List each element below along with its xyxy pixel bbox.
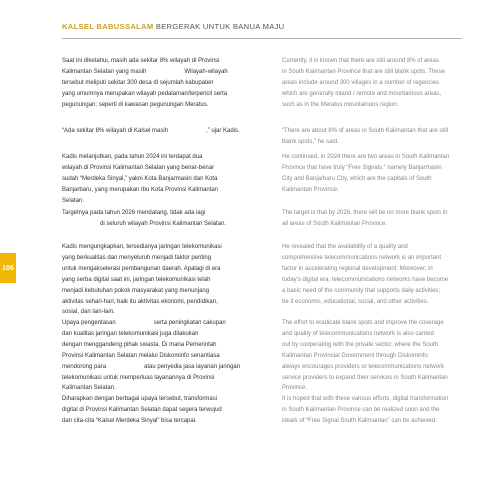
text-fragment: Diharapkan dengan berbagai upaya tersebut, transformasi xyxy=(62,396,218,402)
page-number-tab xyxy=(0,253,16,283)
text-fragment: serta peningkatan cakupan xyxy=(153,320,226,326)
text-fragment: out by cooperating with the private sector, where the South xyxy=(282,341,439,348)
text-line xyxy=(282,152,464,163)
text-line xyxy=(62,56,252,67)
text-line xyxy=(62,394,252,405)
text-line xyxy=(282,56,464,67)
text-fragment: The effort to eradicate blank spots and improve the coverage xyxy=(282,320,444,326)
english-paragraph xyxy=(282,242,464,307)
text-fragment: such as in the Meratus mountainous region. xyxy=(282,101,399,108)
text-fragment: Kadis mengungkapkan, tersedianya jaringan telekomunikasi xyxy=(62,244,222,250)
text-line xyxy=(282,174,464,185)
english-paragraph xyxy=(282,126,464,148)
text-line xyxy=(282,286,464,297)
text-fragment: “There are about 8% of areas in South Kalimantan that are still xyxy=(282,128,449,134)
text-fragment: factor in accelerating regional development. Moreover, in xyxy=(282,265,433,272)
text-fragment: in South Kalimantan Province that are still blank spots. These xyxy=(282,68,445,75)
text-line xyxy=(62,67,252,78)
text-fragment: The target is that by 2026, there will be no more blank spots in xyxy=(282,210,448,216)
text-line xyxy=(62,185,252,196)
text-line xyxy=(62,152,252,163)
text-fragment: di seluruh wilayah Provinsi Kalimantan Selatan. xyxy=(100,220,227,227)
text-fragment: dengan menggandeng pihak swasta. Di mana Pemerintah xyxy=(62,341,217,348)
header-tagline: BERGERAK UNTUK BANUA MAJU xyxy=(153,22,285,31)
text-fragment: Targetnya pada tahun 2026 mendatang, tidak ada lagi xyxy=(62,210,206,216)
text-line xyxy=(282,185,464,196)
text-line xyxy=(282,100,464,111)
text-line xyxy=(282,383,464,394)
english-paragraph xyxy=(282,318,464,394)
text-fragment: untuk mengakselerasi pembangunan daerah. Apalagi di era xyxy=(62,265,221,272)
text-fragment: Banjarbaru, yang merupakan Ibu Kota Provinsi Kalimantan xyxy=(62,186,219,193)
english-paragraph xyxy=(282,394,464,427)
text-fragment: Upaya pengentasan xyxy=(62,320,116,326)
text-line xyxy=(282,126,464,137)
text-line xyxy=(62,219,252,230)
text-line xyxy=(62,89,252,100)
text-line xyxy=(62,307,252,318)
text-fragment: He revealed that the availability of a quality and xyxy=(282,244,408,250)
text-fragment: menjadi kebutuhan pokok masyarakat yang menunjang xyxy=(62,287,210,294)
text-fragment: Saat ini diketahui, masih ada sekitar 8% wilayah di Provinsi xyxy=(62,58,220,64)
running-header xyxy=(62,22,284,31)
text-line xyxy=(282,219,464,230)
text-line xyxy=(282,297,464,308)
text-fragment: yang umumnya merupakan wilayah pedalaman/terpencil serta xyxy=(62,90,228,97)
text-line xyxy=(282,373,464,384)
text-fragment: Province that have truly “Free Signals,” namely Banjarmasin xyxy=(282,164,442,171)
text-fragment: Province. xyxy=(282,385,308,392)
text-fragment: areas include around 300 villages in a number of regencies xyxy=(282,79,440,86)
header-rule xyxy=(62,38,462,39)
text-fragment: sudah “Merdeka Sinyal,” yakni Kota Banjarmasin dan Kota xyxy=(62,175,218,182)
text-line xyxy=(62,362,252,373)
text-fragment: sosial, dan lain-lain. xyxy=(62,309,115,316)
text-fragment: ideals of “Free Signal South Kalimantan” can be achieved. xyxy=(282,417,437,424)
indonesian-paragraph xyxy=(62,208,252,230)
text-line xyxy=(282,416,464,427)
text-line xyxy=(282,362,464,373)
text-fragment: Currently, it is known that there are still around 8% of areas xyxy=(282,58,439,64)
text-fragment: comprehensive telecommunications network is an important xyxy=(282,254,442,261)
text-fragment: Kalimantan Selatan yang masih xyxy=(62,68,147,75)
text-line xyxy=(62,318,252,329)
text-line xyxy=(282,242,464,253)
text-fragment: all areas of South Kalimantan Province. xyxy=(282,220,388,227)
text-line xyxy=(62,373,252,384)
text-fragment: a basic need of the community that supports daily activities; xyxy=(282,287,441,294)
text-line xyxy=(282,329,464,340)
text-line xyxy=(62,196,252,207)
text-fragment: City and Banjarbaru City, which are the capitals of South xyxy=(282,175,432,182)
text-line xyxy=(62,340,252,351)
indonesian-paragraph xyxy=(62,152,252,207)
text-fragment: Wilayah-wilayah xyxy=(184,68,228,75)
text-fragment: It is hoped that with these various efforts, digital transformation xyxy=(282,396,449,402)
text-line xyxy=(282,137,464,148)
text-fragment: yang serba digital saat ini, jaringan telekomunikasi telah xyxy=(62,276,211,283)
indonesian-paragraph xyxy=(62,318,252,394)
text-line xyxy=(62,405,252,416)
text-fragment: always encourages providers or telecommunications network xyxy=(282,363,445,370)
text-fragment: dan kualitas jaringan telekomunikasi juga dilakukan xyxy=(62,330,199,337)
text-fragment: Kalimantan Province. xyxy=(282,186,339,193)
text-fragment: and quality of telecommunications network is also carried xyxy=(282,330,434,337)
text-line xyxy=(282,67,464,78)
text-line xyxy=(282,264,464,275)
text-fragment: “Ada sekitar 8% wilayah di Kalsel masih xyxy=(62,128,169,134)
text-fragment: ,” ujar Kadis. xyxy=(206,128,240,134)
text-line xyxy=(282,78,464,89)
text-fragment: aktivitas sehari-hari; baik itu aktivitas ekonomi, pendidikan, xyxy=(62,298,218,305)
text-line xyxy=(62,174,252,185)
text-line xyxy=(62,351,252,362)
text-line xyxy=(282,253,464,264)
text-fragment: be it economic, educational, social, and other activities. xyxy=(282,298,429,305)
text-line xyxy=(282,405,464,416)
text-fragment: telekomunikasi untuk memperluas layanannya di Provinsi xyxy=(62,374,215,381)
text-line xyxy=(282,89,464,100)
page-number: 106 xyxy=(2,264,14,272)
text-fragment: Kadis melanjutkan, pada tahun 2024 ini terdapat dua xyxy=(62,154,203,160)
text-line xyxy=(62,416,252,427)
text-line xyxy=(62,100,252,111)
text-fragment: dan cita-cita “Kalsel Merdeka Sinyal” bisa tercapai. xyxy=(62,417,197,424)
text-line xyxy=(282,275,464,286)
text-line xyxy=(62,329,252,340)
indonesian-paragraph xyxy=(62,126,252,137)
text-line xyxy=(282,340,464,351)
indonesian-paragraph xyxy=(62,394,252,427)
header-brand: KALSEL BABUSSALAM xyxy=(62,22,154,31)
text-line xyxy=(282,394,464,405)
english-paragraph xyxy=(282,152,464,196)
text-fragment: wilayah di Provinsi Kalimantan Selatan yang benar-benar xyxy=(62,164,215,171)
text-fragment: digital di Provinsi Kalimantan Selatan dapat segera terwujud xyxy=(62,406,222,413)
text-line xyxy=(62,264,252,275)
text-fragment: blank spots,” he said. xyxy=(282,138,339,145)
text-line xyxy=(62,253,252,264)
text-line xyxy=(62,297,252,308)
text-fragment: Provinsi Kalimantan Selatan melalui Diskominfo senantiasa xyxy=(62,352,220,359)
text-fragment: mendorong para xyxy=(62,363,107,370)
text-fragment: Kalimantan Provincial Government through Diskominfo xyxy=(282,352,428,359)
text-fragment: yang berkualitas dan menyeluruh menjadi faktor penting xyxy=(62,254,212,261)
english-paragraph xyxy=(282,56,464,111)
text-fragment: Kalimantan Selatan. xyxy=(62,385,116,392)
text-fragment: atau penyedia jasa layanan jaringan xyxy=(144,363,241,370)
text-line xyxy=(62,383,252,394)
text-line xyxy=(282,318,464,329)
text-line xyxy=(62,286,252,297)
text-fragment: which are generally inland / remote and mountainous areas, xyxy=(282,90,442,97)
text-fragment: today's digital era, telecommunications networks have become xyxy=(282,276,449,283)
text-fragment: pegunungan; seperti di kawasan pegunungan Meratus. xyxy=(62,101,209,108)
text-line xyxy=(62,163,252,174)
text-fragment: He continued, in 2024 there are two areas in South Kalimantan xyxy=(282,154,450,160)
indonesian-paragraph xyxy=(62,242,252,318)
indonesian-paragraph xyxy=(62,56,252,111)
text-fragment: in South Kalimantan Province can be realized soon and the xyxy=(282,406,440,413)
text-line xyxy=(62,78,252,89)
text-fragment: service providers to expand their services in South Kalimantan xyxy=(282,374,448,381)
text-fragment: Selatan. xyxy=(62,197,85,204)
text-fragment: tersebut meliputi sekitar 300 desa di sejumlah kabupaten xyxy=(62,79,214,86)
english-paragraph xyxy=(282,208,464,230)
text-line xyxy=(62,242,252,253)
text-line xyxy=(62,208,252,219)
text-line xyxy=(282,351,464,362)
text-line xyxy=(62,275,252,286)
text-line xyxy=(282,208,464,219)
text-line xyxy=(62,126,252,137)
text-line xyxy=(282,163,464,174)
